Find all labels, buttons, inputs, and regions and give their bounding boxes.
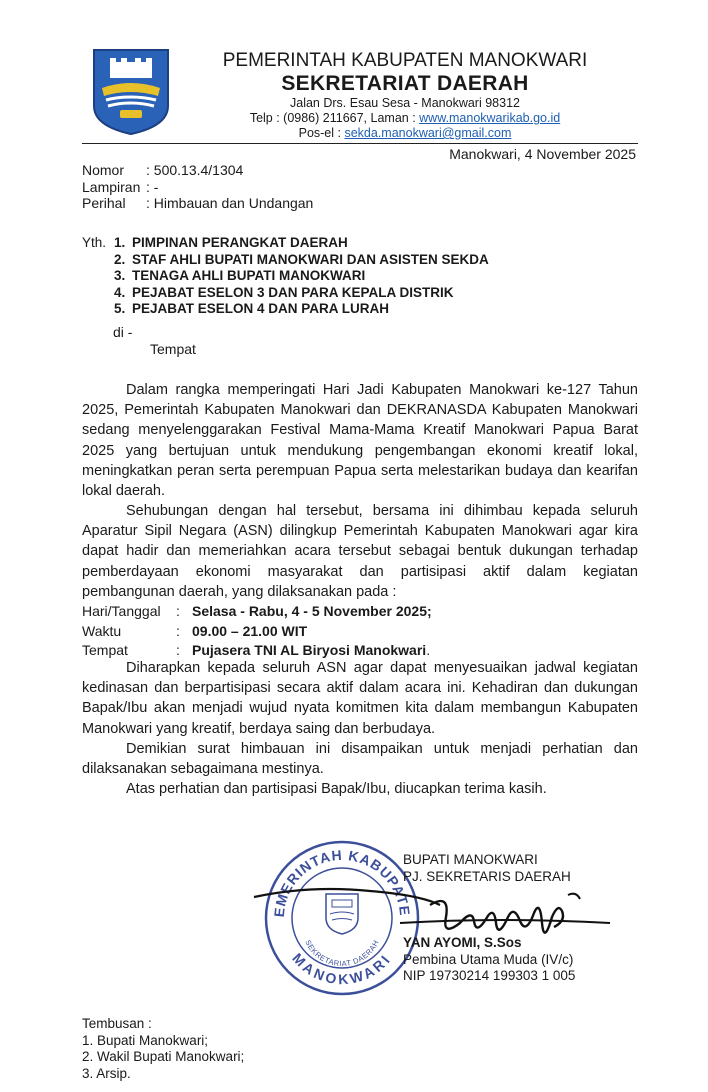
header-address: Jalan Drs. Esau Sesa - Manokwari 98312 <box>290 96 520 110</box>
stamp-top-text: EMERINTAH KABUPATE <box>270 846 414 918</box>
website-link[interactable]: www.manokwarikab.go.id <box>419 111 561 125</box>
stamp-bottom-text: MANOKWARI <box>289 949 395 988</box>
signer-title-2: PJ. SEKRETARIS DAERAH <box>403 868 571 884</box>
copies-list <box>82 1016 244 1082</box>
schedule-date: Hari/Tanggal : Selasa - Rabu, 4 - 5 November 2025; <box>82 603 432 619</box>
signer-name: YAN AYOMI, S.Sos <box>403 935 522 950</box>
signer-title-1: BUPATI MANOKWARI <box>403 852 538 867</box>
recipient-item: 4. PEJABAT ESELON 3 DAN PARA KEPALA DISTRIK <box>114 284 454 300</box>
schedule-time: Waktu : 09.00 – 21.00 WIT <box>82 622 308 639</box>
header-secretariat: SEKRETARIAT DAERAH <box>281 72 529 95</box>
copies-item: 3. Arsip. <box>82 1065 131 1081</box>
signer-nip: NIP 19730214 199303 1 005 <box>403 968 576 983</box>
header-government: PEMERINTAH KABUPATEN MANOKWARI <box>222 50 588 71</box>
body-paragraph-3: Diharapkan kepada seluruh ASN agar dapat menyesuaikan jadwal kegiatan kedinasan dan berpartisipasi secara aktif dalam acara ini. Kehadiran dan dukungan Bapak/Ibu akan menjadi wujud nyata komitmen kita dalam membangun Kabupaten Manokwari yang kreatif, berdaya saing dan berbudaya. <box>82 660 638 737</box>
regency-logo <box>92 48 170 136</box>
recipient-item: 5. PEJABAT ESELON 4 DAN PARA LURAH <box>114 301 390 316</box>
letter-date: Manokwari, 4 November 2025 <box>449 146 636 162</box>
event-schedule <box>82 602 432 661</box>
header-phone <box>170 111 640 126</box>
body-paragraph-4: Demikian surat himbauan ini disampaikan untuk menjadi perhatian dan dilaksanakan sebagaimana mestinya. <box>82 741 638 778</box>
signer-rank: Pembina Utama Muda (IV/c) <box>403 951 574 967</box>
header-contact <box>170 96 640 141</box>
copies-item: 2. Wakil Bupati Manokwari; <box>82 1049 245 1064</box>
recipient-list <box>82 235 489 318</box>
email-link[interactable]: sekda.manokwari@gmail.com <box>344 126 512 140</box>
body-paragraph-5: Atas perhatian dan partisipasi Bapak/Ibu, diucapkan terima kasih. <box>126 781 547 797</box>
copies-item: 1. Bupati Manokwari; <box>82 1032 209 1048</box>
recipient-di: di - <box>113 324 133 340</box>
header-rule <box>82 143 638 144</box>
email-label: Pos-el : <box>298 126 345 140</box>
recipient-tempat: Tempat <box>150 341 196 357</box>
phone-label: Telp : (0986) 211667, Laman : <box>249 111 420 125</box>
meta-perihal: Perihal : Himbauan dan Undangan <box>82 195 314 211</box>
schedule-place: Tempat : Pujasera TNI AL Biryosi Manokwari. <box>82 642 431 658</box>
copies-label: Tembusan : <box>82 1016 152 1031</box>
stamp-inner-text: SEKRETARIAT DAERAH <box>303 938 381 969</box>
recipient-item: 2. STAF AHLI BUPATI MANOKWARI DAN ASISTEN SEKDA <box>114 251 489 267</box>
signature-block <box>403 852 575 985</box>
meta-lampiran: Lampiran : - <box>82 178 159 195</box>
body-paragraph-2: Sehubungan dengan hal tersebut, bersama ini dihimbau kepada seluruh Aparatur Sipil Negara (ASN) dilingkup Pemerintah Kabupaten Manokwari agar kira dapat hadir dan memeriahkan acara tersebut sebagai bentuk dukungan terhadap pemberdayaan ekonomi masyarakat dan partisipasi aktif dalam kegiatan pembangunan daerah, yang dilaksanakan pada : <box>82 503 638 600</box>
body-paragraph-1: Dalam rangka memperingati Hari Jadi Kabupaten Manokwari ke-127 Tahun 2025, Pemerintah Kabupaten Manokwari dan DEKRANASDA Kabupaten Manokwari sedang menyelenggarakan Festival Mama-Mama Kreatif Manokwari Papua Barat 2025 yang bertujuan untuk mendukung pengembangan ekonomi kreatif lokal, meningkatkan peran serta perempuan Papua serta melestarikan budaya dan kearifan lokal daerah. <box>82 382 638 500</box>
header-email <box>170 126 640 141</box>
recipient-item: 3. TENAGA AHLI BUPATI MANOKWARI <box>114 268 366 283</box>
letter-meta <box>82 162 313 212</box>
recipient-item: Yth. 1. PIMPINAN PERANGKAT DAERAH <box>82 235 348 250</box>
meta-nomor: Nomor : 500.13.4/1304 <box>82 162 244 178</box>
